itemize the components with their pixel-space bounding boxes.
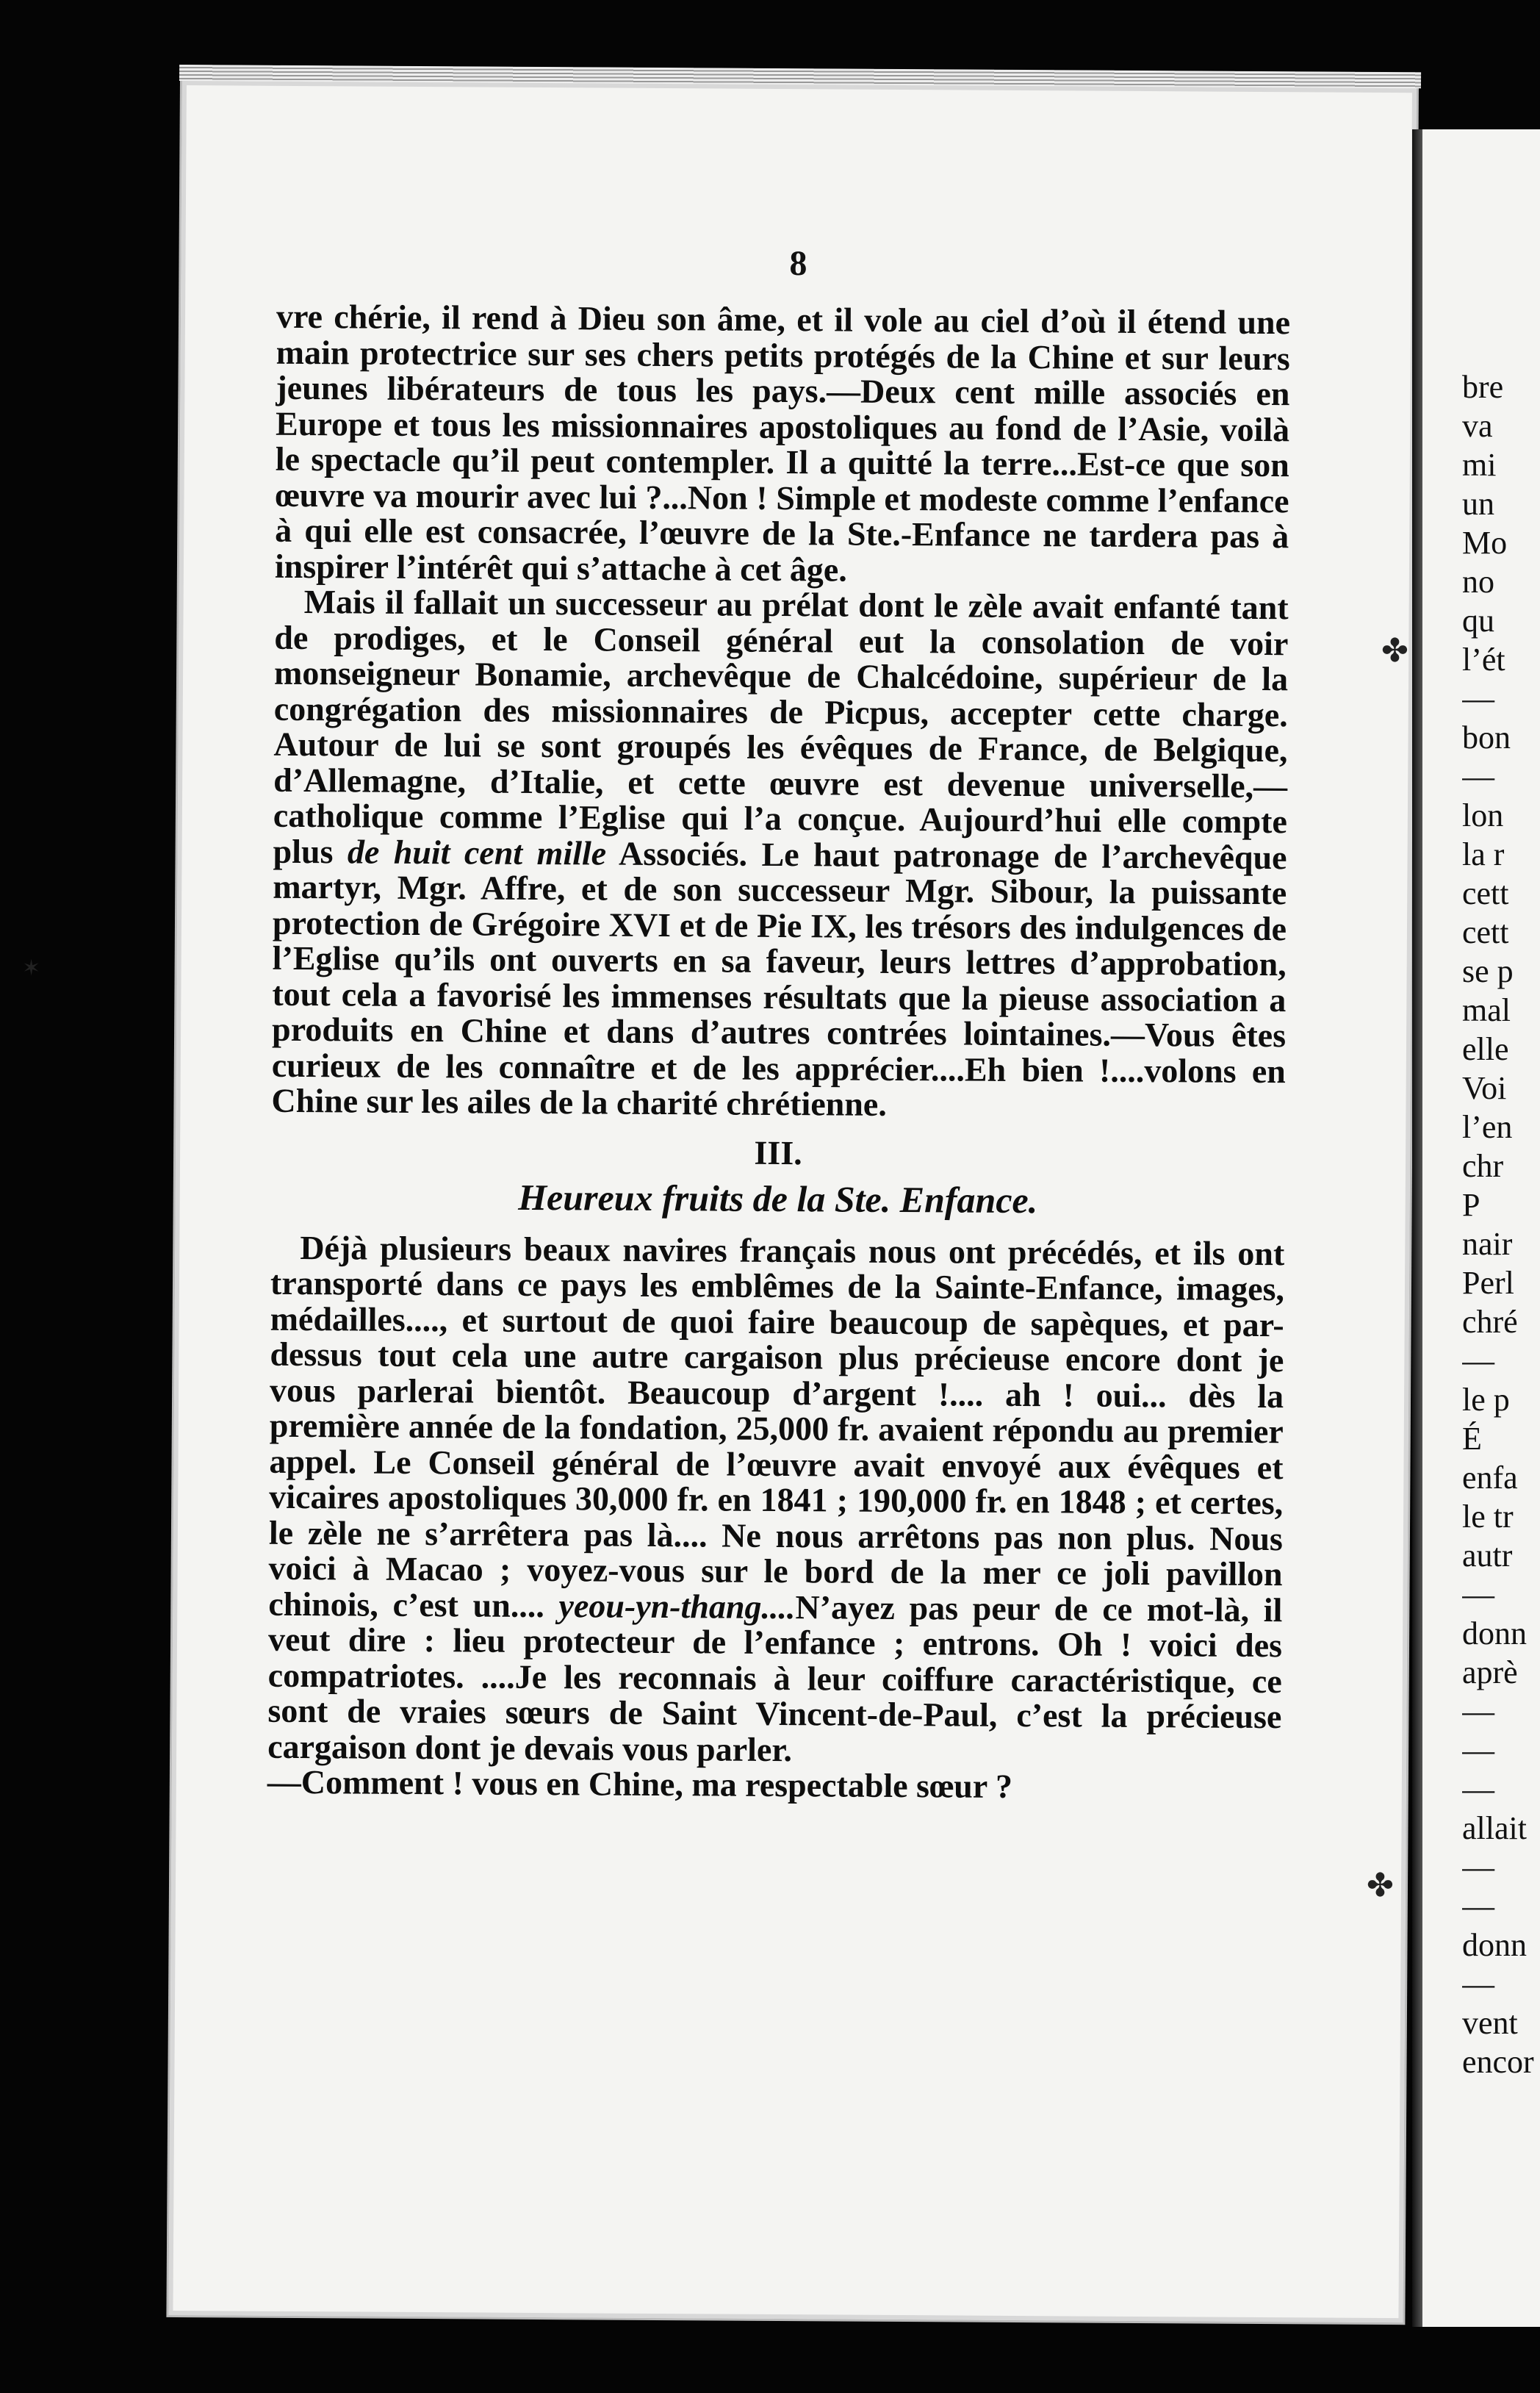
paragraph-2-continuation: Associés. Le haut patronage de l’archevêque martyr, Mgr. Affre, et de son successeur Mgr. Sibour, la puissante protection de Grégoire XVI et de Pie IX, les trésors des indulgences de l’Eglise qu’ils ont ouverts en sa faveur, leurs lettres d’approbation, tout cela a favorisé les immenses résultats que la pieuse association a produits en Chine et dans d’autres contrées lointaines.—Vous êtes curieux de les connaître et de les apprécier....Eh bien !....volons en Chine sur les ailes de la charité chrétienne.: [271, 834, 1287, 1123]
facing-page-line: vent: [1462, 2005, 1518, 2041]
facing-page-line: —: [1462, 758, 1494, 794]
facing-page-line: bon: [1462, 720, 1511, 756]
facing-page-line: l’en: [1462, 1109, 1513, 1145]
facing-page-line: donn: [1462, 1927, 1527, 1963]
facing-page-line: —: [1462, 1693, 1494, 1729]
facing-page-line: Perl: [1462, 1265, 1514, 1301]
facing-page-line: la r: [1462, 836, 1505, 872]
facing-page-line: elle: [1462, 1031, 1509, 1067]
facing-page-line: lon: [1462, 797, 1504, 833]
facing-page-line: cett: [1462, 875, 1509, 911]
book-page: [168, 81, 1417, 2322]
page-number: 8: [789, 244, 807, 284]
facing-page-line: Mo: [1462, 525, 1508, 561]
facing-page-line: —: [1462, 1888, 1494, 1924]
facing-page-line: l’ét: [1462, 642, 1505, 678]
facing-page-line: mal: [1462, 992, 1511, 1028]
facing-page-line: le p: [1462, 1382, 1510, 1418]
facing-page-line: allait: [1462, 1810, 1527, 1846]
facing-page-line: —: [1462, 1849, 1494, 1885]
facing-page-line: mi: [1462, 447, 1497, 483]
paragraph-3-continuation: N’ayez pas peur de ce mot-là, il veut dire : lieu protecteur de l’enfance ; entrons. Oh ! voici des compatriotes. ....Je les reconnais à leur coiffure caractéristique, ce sont de vraies sœurs de Saint Vincent-de-Paul, c’est la précieuse cargaison dont je devais vous parler.: [267, 1587, 1283, 1768]
facing-page-text: [1462, 367, 1540, 2081]
facing-page-line: —: [1462, 1576, 1494, 1612]
facing-page-line: É: [1462, 1421, 1482, 1457]
scan-speck-icon: ✶: [22, 955, 41, 981]
page-body: [267, 299, 1290, 1807]
section-title: Heureux fruits de la Ste. Enfance.: [518, 1176, 1038, 1221]
paragraph-3-text: Déjà plusieurs beaux navires français nous ont précédés, et ils ont transporté dans ce pays les emblêmes de la Sainte-Enfance, images, médailles...., et surtout de quoi faire beaucoup de sapèques, et par-dessus tout cela une autre cargaison plus précieuse encore dont je vous parlerai bientôt. Beaucoup d’argent !.... ah ! oui... dès la première année de la fondation, 25,000 fr. avaient répondu au premier appel. Le Conseil général de l’œuvre avait envoyé aux évêques et vicaires apostoliques 30,000 fr. en 1841 ; 190,000 fr. en 1848 ; et certes, le zèle ne s’arrêtera pas là.... Ne nous arrêtons pas non plus. Nous voici à Macao ; voyez-vous sur le bord de la mer ce joli pavillon chinois, c’est un....: [268, 1228, 1285, 1624]
section-number: III.: [754, 1133, 802, 1172]
facing-page-line: aprè: [1462, 1654, 1518, 1690]
facing-page-line: donn: [1462, 1615, 1527, 1651]
paragraph-2-text: Mais il fallait un successeur au prélat dont le zèle avait enfanté tant de prodiges, et le Conseil général eut la consolation de voir monseigneur Bonamie, archevêque de Chalcédoine, supérieur de la congrégation des missionnaires de Picpus, accepter cette charge. Autour de lui se sont groupés les évêques de France, de Belgique, d’Allemagne, d’Italie, et cette œuvre est devenue universelle,—catholique comme l’Eglise qui l’a conçue. Aujourd’hui elle compte plus: [273, 583, 1289, 870]
facing-page-line: qu: [1462, 603, 1494, 639]
facing-page-line: —: [1462, 681, 1494, 717]
facing-page-line: —: [1462, 1343, 1494, 1379]
binding-mark-icon: ✤: [1367, 1867, 1394, 1904]
facing-page-line: cett: [1462, 914, 1509, 950]
facing-page-line: autr: [1462, 1538, 1513, 1574]
facing-page-line: va: [1462, 408, 1493, 444]
facing-page-line: chr: [1462, 1148, 1504, 1184]
facing-page-line: no: [1462, 564, 1494, 600]
emphasis-term: yeou-yn-thang....: [558, 1586, 796, 1626]
emphasis-associates: de huit cent mille: [347, 832, 607, 872]
binding-mark-icon: ✤: [1381, 632, 1408, 670]
facing-page-line: se p: [1462, 953, 1514, 989]
facing-page-line: chré: [1462, 1304, 1518, 1340]
facing-page-line: un: [1462, 486, 1494, 522]
facing-page-line: —: [1462, 1732, 1494, 1768]
facing-page-line: Voi: [1462, 1070, 1507, 1106]
facing-page-line: —: [1462, 1966, 1494, 2002]
facing-page-line: bre: [1462, 369, 1504, 405]
facing-page-line: —: [1462, 1771, 1494, 1807]
facing-page-line: enfa: [1462, 1460, 1518, 1496]
paragraph-3: [267, 1230, 1284, 1770]
facing-page-line: le tr: [1462, 1499, 1514, 1535]
facing-page-line: P: [1462, 1187, 1480, 1223]
facing-page-line: encor: [1462, 2044, 1534, 2080]
paragraph-1: vre chérie, il rend à Dieu son âme, et il vole au ciel d’où il étend une main protectrice sur ses chers petits protégés de la Chine et sur leurs jeunes libérateurs de tous les pays.—Deux cent mille associés en Europe et tous les missionnaires apostoliques au fond de l’Asie, voilà le spectacle qu’il peut contempler. Il a quitté la terre...Est-ce que son œuvre va mourir avec lui ?...Non ! Simple et modeste comme l’enfance à qui elle est consacrée, l’œuvre de la Ste.-Enfance ne tardera pas à inspirer l’intérêt qui s’attache à cet âge.: [274, 297, 1291, 589]
paragraph-2: [271, 584, 1288, 1125]
facing-page-line: nair: [1462, 1226, 1513, 1262]
paragraph-4: —Comment ! vous en Chine, ma respectable sœur ?: [267, 1762, 1013, 1805]
